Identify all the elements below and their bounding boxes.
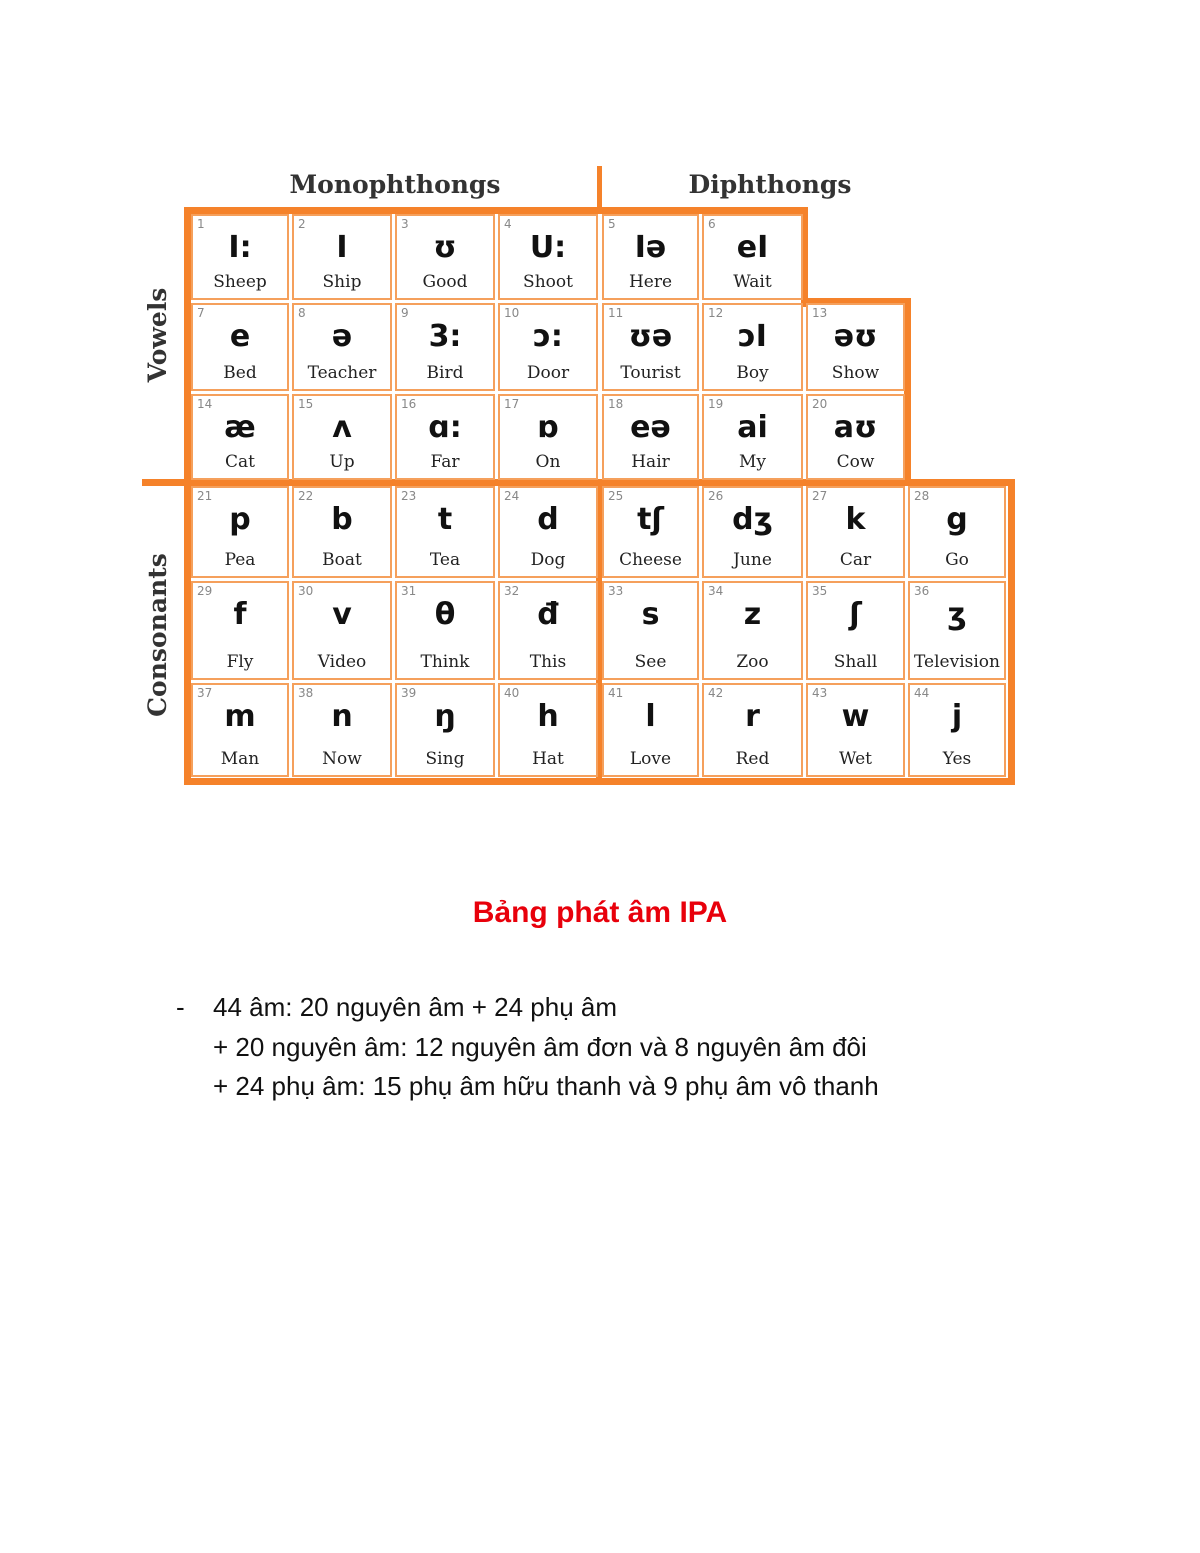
border-segment bbox=[904, 298, 911, 483]
ipa-cell bbox=[806, 394, 905, 480]
ipa-symbol: p bbox=[229, 502, 251, 537]
ipa-symbol: 3: bbox=[428, 319, 462, 354]
cell-number: 3 bbox=[401, 217, 409, 231]
cell-number: 24 bbox=[504, 489, 520, 503]
example-word: Here bbox=[628, 272, 673, 292]
ipa-cell bbox=[602, 486, 699, 578]
summary-line-2: + 20 nguyên âm: 12 nguyên âm đơn và 8 nguyên âm đôi bbox=[213, 1032, 867, 1062]
ipa-symbol: aʊ bbox=[833, 410, 878, 445]
ipa-symbol: l bbox=[645, 699, 656, 734]
ipa-symbol: d bbox=[537, 502, 559, 537]
header-diphthongs: Diphthongs bbox=[688, 170, 852, 199]
border-segment bbox=[142, 479, 1015, 486]
ipa-symbol: tʃ bbox=[637, 502, 664, 537]
ipa-cell bbox=[602, 303, 699, 391]
ipa-symbol: k bbox=[845, 502, 866, 537]
example-word: Shoot bbox=[523, 272, 573, 292]
example-word: Yes bbox=[942, 749, 972, 769]
cell-number: 28 bbox=[914, 489, 930, 503]
ipa-symbol: ɔI bbox=[738, 319, 767, 354]
header-divider bbox=[597, 166, 602, 210]
ipa-cell bbox=[292, 303, 392, 391]
example-word: Now bbox=[322, 749, 362, 769]
cell-number: 5 bbox=[608, 217, 616, 231]
cell-number: 17 bbox=[504, 397, 520, 411]
summary-line-1: 44 âm: 20 nguyên âm + 24 phụ âm bbox=[213, 992, 617, 1022]
ipa-cell bbox=[602, 214, 699, 300]
example-word: Shall bbox=[833, 652, 878, 672]
ipa-cell bbox=[806, 303, 905, 391]
ipa-cell bbox=[602, 394, 699, 480]
ipa-cell bbox=[908, 683, 1006, 777]
ipa-cell bbox=[191, 394, 289, 480]
example-word: This bbox=[529, 652, 567, 672]
example-word: See bbox=[634, 652, 667, 672]
example-word: Dog bbox=[530, 550, 566, 570]
cell-number: 22 bbox=[298, 489, 314, 503]
cell-number: 23 bbox=[401, 489, 417, 503]
example-word: Sing bbox=[425, 749, 465, 769]
ipa-cell bbox=[498, 394, 598, 480]
ipa-symbol: ə bbox=[331, 319, 353, 354]
ipa-symbol: r bbox=[745, 699, 760, 734]
example-word: Red bbox=[735, 749, 770, 769]
ipa-symbol: z bbox=[743, 597, 762, 632]
ipa-cell bbox=[602, 581, 699, 680]
ipa-symbol: f bbox=[233, 597, 247, 632]
ipa-symbol: b bbox=[331, 502, 353, 537]
ipa-cell bbox=[702, 683, 803, 777]
cell-number: 1 bbox=[197, 217, 205, 231]
ipa-cell bbox=[395, 581, 495, 680]
example-word: Hat bbox=[532, 749, 564, 769]
ipa-symbol: ʊ bbox=[433, 230, 457, 265]
example-word: On bbox=[535, 452, 561, 472]
ipa-symbol: ʊə bbox=[628, 319, 673, 354]
ipa-cell bbox=[602, 683, 699, 777]
ipa-cell bbox=[908, 581, 1006, 680]
side-label-vowels: Vowels bbox=[143, 287, 172, 383]
bullet-dash: - bbox=[176, 992, 185, 1022]
cell-number: 16 bbox=[401, 397, 417, 411]
ipa-cell bbox=[806, 683, 905, 777]
ipa-cell bbox=[292, 486, 392, 578]
ipa-cell bbox=[292, 214, 392, 300]
example-word: Wet bbox=[839, 749, 872, 769]
ipa-cell bbox=[292, 394, 392, 480]
example-word: Wait bbox=[733, 272, 772, 292]
ipa-symbol: h bbox=[537, 699, 559, 734]
ipa-symbol: w bbox=[841, 699, 870, 734]
border-segment bbox=[184, 207, 191, 785]
ipa-symbol: I bbox=[336, 230, 348, 265]
header-monophthongs: Monophthongs bbox=[289, 170, 501, 199]
example-word: Fly bbox=[226, 652, 254, 672]
example-word: Zoo bbox=[736, 652, 769, 672]
cell-number: 21 bbox=[197, 489, 213, 503]
ipa-symbol: ɔ: bbox=[533, 319, 563, 354]
border-segment bbox=[1008, 479, 1015, 785]
example-word: Ship bbox=[322, 272, 362, 292]
example-word: Hair bbox=[631, 452, 670, 472]
ipa-symbol: I: bbox=[228, 230, 252, 265]
cell-number: 10 bbox=[504, 306, 520, 320]
ipa-symbol: s bbox=[641, 597, 660, 632]
example-word: Tea bbox=[429, 550, 461, 570]
ipa-cell bbox=[395, 214, 495, 300]
cell-number: 35 bbox=[812, 584, 828, 598]
cell-number: 12 bbox=[708, 306, 724, 320]
ipa-cell bbox=[395, 394, 495, 480]
cell-number: 25 bbox=[608, 489, 624, 503]
ipa-symbol: j bbox=[951, 699, 963, 734]
example-word: Bed bbox=[223, 363, 257, 383]
example-word: Go bbox=[945, 550, 969, 570]
cell-number: 26 bbox=[708, 489, 724, 503]
ipa-cell bbox=[191, 303, 289, 391]
example-word: Far bbox=[430, 452, 460, 472]
page-title: Bảng phát âm IPA bbox=[472, 896, 728, 929]
example-word: Good bbox=[422, 272, 468, 292]
example-word: Teacher bbox=[307, 363, 377, 383]
cell-number: 39 bbox=[401, 686, 417, 700]
cell-number: 2 bbox=[298, 217, 306, 231]
cell-number: 38 bbox=[298, 686, 314, 700]
example-word: Sheep bbox=[213, 272, 267, 292]
ipa-cell bbox=[908, 486, 1006, 578]
ipa-cell bbox=[498, 303, 598, 391]
ipa-cell bbox=[292, 581, 392, 680]
ipa-symbol: đ bbox=[537, 597, 559, 632]
cell-number: 18 bbox=[608, 397, 624, 411]
ipa-cell bbox=[292, 683, 392, 777]
ipa-cell bbox=[191, 486, 289, 578]
example-word: Think bbox=[420, 652, 470, 672]
cell-number: 30 bbox=[298, 584, 314, 598]
ipa-cell bbox=[191, 581, 289, 680]
cell-number: 33 bbox=[608, 584, 624, 598]
example-word: Tourist bbox=[620, 363, 681, 383]
ipa-cell bbox=[191, 214, 289, 300]
cell-number: 13 bbox=[812, 306, 828, 320]
ipa-symbol: θ bbox=[434, 597, 456, 632]
example-word: My bbox=[738, 452, 766, 472]
cell-number: 40 bbox=[504, 686, 520, 700]
example-word: Boat bbox=[322, 550, 362, 570]
ipa-symbol: æ bbox=[224, 410, 256, 445]
cell-number: 27 bbox=[812, 489, 828, 503]
ipa-cell bbox=[702, 303, 803, 391]
cell-number: 7 bbox=[197, 306, 205, 320]
cell-number: 43 bbox=[812, 686, 828, 700]
ipa-symbol: v bbox=[332, 597, 352, 632]
ipa-cell bbox=[806, 486, 905, 578]
ipa-cell bbox=[498, 214, 598, 300]
cell-number: 4 bbox=[504, 217, 512, 231]
cell-number: 11 bbox=[608, 306, 624, 320]
ipa-cell bbox=[498, 683, 598, 777]
cell-number: 34 bbox=[708, 584, 724, 598]
example-word: Car bbox=[839, 550, 872, 570]
cell-number: 19 bbox=[708, 397, 724, 411]
cell-number: 41 bbox=[608, 686, 624, 700]
cell-number: 9 bbox=[401, 306, 409, 320]
example-word: Man bbox=[220, 749, 260, 769]
example-word: Love bbox=[629, 749, 672, 769]
cell-number: 32 bbox=[504, 584, 520, 598]
cell-number: 29 bbox=[197, 584, 213, 598]
ipa-cell bbox=[806, 581, 905, 680]
cell-number: 42 bbox=[708, 686, 724, 700]
ipa-cell bbox=[498, 581, 598, 680]
ipa-cell bbox=[702, 394, 803, 480]
ipa-symbol: Iə bbox=[634, 230, 667, 265]
border-segment bbox=[184, 207, 808, 214]
example-word: Door bbox=[526, 363, 570, 383]
example-word: Cow bbox=[836, 452, 875, 472]
cell-number: 37 bbox=[197, 686, 213, 700]
example-word: Show bbox=[831, 363, 880, 383]
example-word: Pea bbox=[224, 550, 256, 570]
ipa-symbol: əʊ bbox=[833, 319, 878, 354]
ipa-symbol: ɑ: bbox=[428, 410, 462, 445]
cell-number: 14 bbox=[197, 397, 213, 411]
ipa-symbol: m bbox=[224, 699, 256, 734]
example-word: Television bbox=[914, 652, 1000, 672]
side-label-consonants: Consonants bbox=[143, 553, 172, 717]
ipa-cell bbox=[498, 486, 598, 578]
cell-number: 36 bbox=[914, 584, 930, 598]
ipa-cell bbox=[395, 683, 495, 777]
ipa-symbol: ʃ bbox=[849, 597, 862, 632]
ipa-symbol: g bbox=[946, 502, 968, 537]
cell-number: 6 bbox=[708, 217, 716, 231]
example-word: June bbox=[733, 550, 772, 570]
ipa-cell bbox=[395, 303, 495, 391]
summary-line-3: + 24 phụ âm: 15 phụ âm hữu thanh và 9 phụ âm vô thanh bbox=[213, 1071, 879, 1101]
cell-number: 20 bbox=[812, 397, 828, 411]
example-word: Bird bbox=[426, 363, 464, 383]
example-word: Video bbox=[317, 652, 367, 672]
cell-number: 15 bbox=[298, 397, 314, 411]
cell-number: 44 bbox=[914, 686, 930, 700]
ipa-symbol: ŋ bbox=[434, 699, 456, 734]
example-word: Cheese bbox=[619, 550, 682, 570]
ipa-symbol: ʌ bbox=[332, 410, 352, 445]
ipa-symbol: n bbox=[331, 699, 353, 734]
ipa-symbol: e bbox=[229, 319, 251, 354]
ipa-cell bbox=[702, 581, 803, 680]
ipa-symbol: dʒ bbox=[732, 502, 773, 537]
cell-number: 31 bbox=[401, 584, 417, 598]
ipa-symbol: eI bbox=[736, 230, 769, 265]
ipa-symbol: U: bbox=[529, 230, 567, 265]
ipa-symbol: t bbox=[437, 502, 453, 537]
example-word: Cat bbox=[225, 452, 255, 472]
ipa-symbol: ɒ bbox=[537, 410, 559, 445]
cell-number: 8 bbox=[298, 306, 306, 320]
ipa-symbol: eə bbox=[630, 410, 671, 445]
example-word: Boy bbox=[736, 363, 769, 383]
example-word: Up bbox=[329, 452, 355, 472]
ipa-cell bbox=[395, 486, 495, 578]
ipa-cell bbox=[191, 683, 289, 777]
ipa-symbol: ʒ bbox=[947, 597, 967, 632]
ipa-cell bbox=[702, 486, 803, 578]
ipa-cell bbox=[702, 214, 803, 300]
ipa-symbol: ai bbox=[737, 410, 768, 445]
